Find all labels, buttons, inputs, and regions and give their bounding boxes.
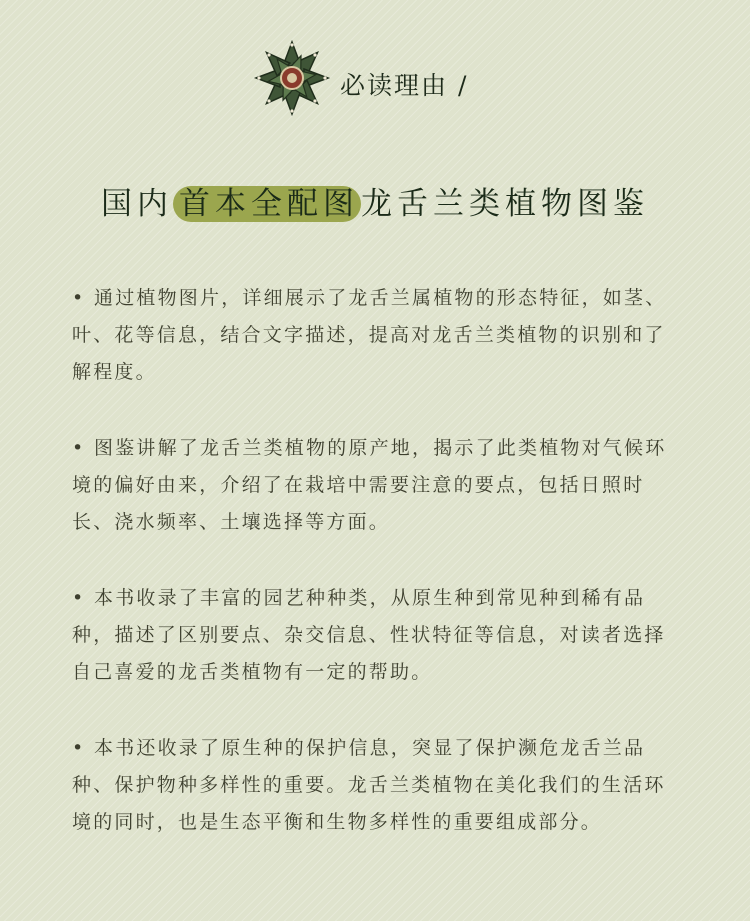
paragraph-text: 本书收录了丰富的园艺种种类，从原生种到常见种到稀有品种，描述了区别要点、杂交信息、性状特征等信息，对读者选择自己喜爱的龙舌类植物有一定的帮助。 [72,587,666,683]
agave-rosette-icon [250,36,334,116]
list-item [72,280,684,391]
section-heading: 必读理由 / [340,71,469,100]
page-title [0,178,750,223]
list-item [72,430,684,541]
bullet: • [72,737,86,759]
header [0,36,750,116]
bullet: • [72,287,86,309]
title-highlight: 首本全配图 [173,186,361,222]
list-item [72,730,684,841]
paragraph-text: 本书还收录了原生种的保护信息，突显了保护濒危龙舌兰品种、保护物种多样性的重要。龙舌兰类植物在美化我们的生活环境的同时，也是生态平衡和生物多样性的重要组成部分。 [72,737,666,833]
title-suffix: 龙舌兰类植物图鉴 [361,186,649,222]
bullet: • [72,437,86,459]
paragraph-text: 通过植物图片，详细展示了龙舌兰属植物的形态特征，如茎、叶、花等信息，结合文字描述，提高对龙舌兰类植物的识别和了解程度。 [72,287,667,383]
reasons-list [72,280,684,880]
paragraph-text: 图鉴讲解了龙舌兰类植物的原产地，揭示了此类植物对气候环境的偏好由来，介绍了在栽培中需要注意的要点，包括日照时长、浇水频率、土壤选择等方面。 [72,437,667,533]
bullet: • [72,587,86,609]
title-prefix: 国内 [101,186,173,222]
list-item [72,580,684,691]
